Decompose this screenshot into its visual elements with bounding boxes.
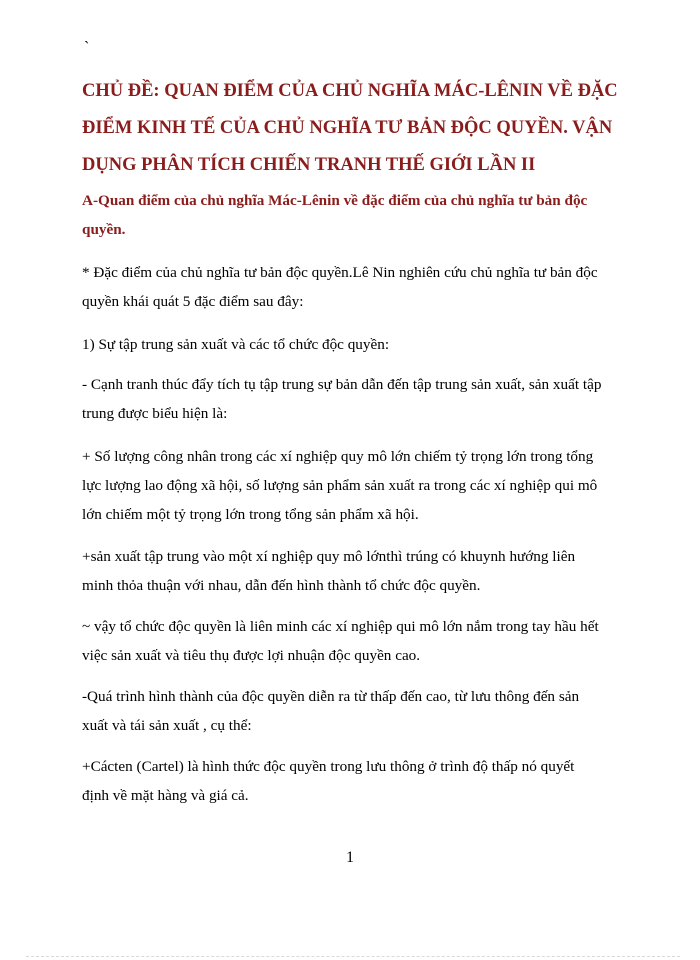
section-heading-line: quyền. bbox=[82, 221, 126, 238]
page-number: 1 bbox=[346, 849, 354, 866]
paragraph-workers bbox=[82, 442, 642, 529]
paragraph-line: lực lượng lao động xã hội, số lượng sản phẩm sản xuất ra trong các xí nghiệp qui mô bbox=[82, 477, 598, 494]
paragraph-line: * Đặc điểm của chủ nghĩa tư bản độc quyền.Lê Nin nghiên cứu chủ nghĩa tư bản độc bbox=[82, 264, 598, 281]
paragraph-point-1 bbox=[82, 330, 642, 359]
paragraph-line: 1) Sự tập trung sản xuất và các tổ chức độc quyền: bbox=[82, 336, 390, 353]
paragraph-line: + Số lượng công nhân trong các xí nghiệp quy mô lớn chiếm tỷ trọng lớn trong tổng bbox=[82, 448, 594, 465]
title-line: DỤNG PHÂN TÍCH CHIẾN TRANH THẾ GIỚI LẦN II bbox=[82, 155, 536, 175]
paragraph-line: lớn chiếm một tỷ trọng lớn trong tổng sản phẩm xã hội. bbox=[82, 506, 419, 523]
paragraph-line: +sản xuất tập trung vào một xí nghiệp quy mô lớnthì trúng có khuynh hướng liên bbox=[82, 548, 576, 565]
paragraph-line: minh thỏa thuận với nhau, dẫn đến hình thành tổ chức độc quyền. bbox=[82, 577, 481, 594]
paragraph-line: +Cácten (Cartel) là hình thức độc quyền trong lưu thông ở trình độ thấp nó quyết bbox=[82, 758, 575, 775]
paragraph-monopoly-definition bbox=[82, 612, 642, 670]
paragraph-line: xuất và tái sản xuất , cụ thể: bbox=[82, 717, 252, 734]
section-heading-line: A-Quan điểm của chủ nghĩa Mác-Lênin về đặc điểm của chủ nghĩa tư bản độc bbox=[82, 192, 588, 209]
stray-mark: ` bbox=[84, 39, 90, 56]
paragraph-line: trung được biểu hiện là: bbox=[82, 405, 228, 422]
paragraph-line: định về mặt hàng và giá cả. bbox=[82, 787, 249, 804]
title-line: CHỦ ĐỀ: QUAN ĐIỂM CỦA CHỦ NGHĨA MÁC-LÊNIN VỀ ĐẶC bbox=[82, 81, 618, 101]
paragraph-formation-process bbox=[82, 682, 642, 740]
paragraph-line: - Cạnh tranh thúc đẩy tích tụ tập trung sự bản dẫn đến tập trung sản xuất, sản xuất tập bbox=[82, 376, 602, 393]
paragraph-line: quyền khái quát 5 đặc điểm sau đây: bbox=[82, 293, 304, 310]
paragraph-competition bbox=[82, 370, 642, 428]
document-title bbox=[82, 73, 632, 184]
page-bottom-divider bbox=[26, 956, 680, 957]
paragraph-line: việc sản xuất và tiêu thụ được lợi nhuận độc quyền cao. bbox=[82, 647, 421, 664]
paragraph-concentration bbox=[82, 542, 642, 600]
paragraph-cartel bbox=[82, 752, 642, 810]
paragraph-overview bbox=[82, 258, 642, 316]
paragraph-line: ~ vậy tổ chức độc quyền là liên minh các xí nghiệp qui mô lớn nắm trong tay hầu hết bbox=[82, 618, 599, 635]
section-heading-a bbox=[82, 186, 642, 244]
paragraph-line: -Quá trình hình thành của độc quyền diễn ra từ thấp đến cao, từ lưu thông đến sản bbox=[82, 688, 580, 705]
title-line: ĐIỂM KINH TẾ CỦA CHỦ NGHĨA TƯ BẢN ĐỘC QUYỀN. VẬN bbox=[82, 118, 613, 138]
